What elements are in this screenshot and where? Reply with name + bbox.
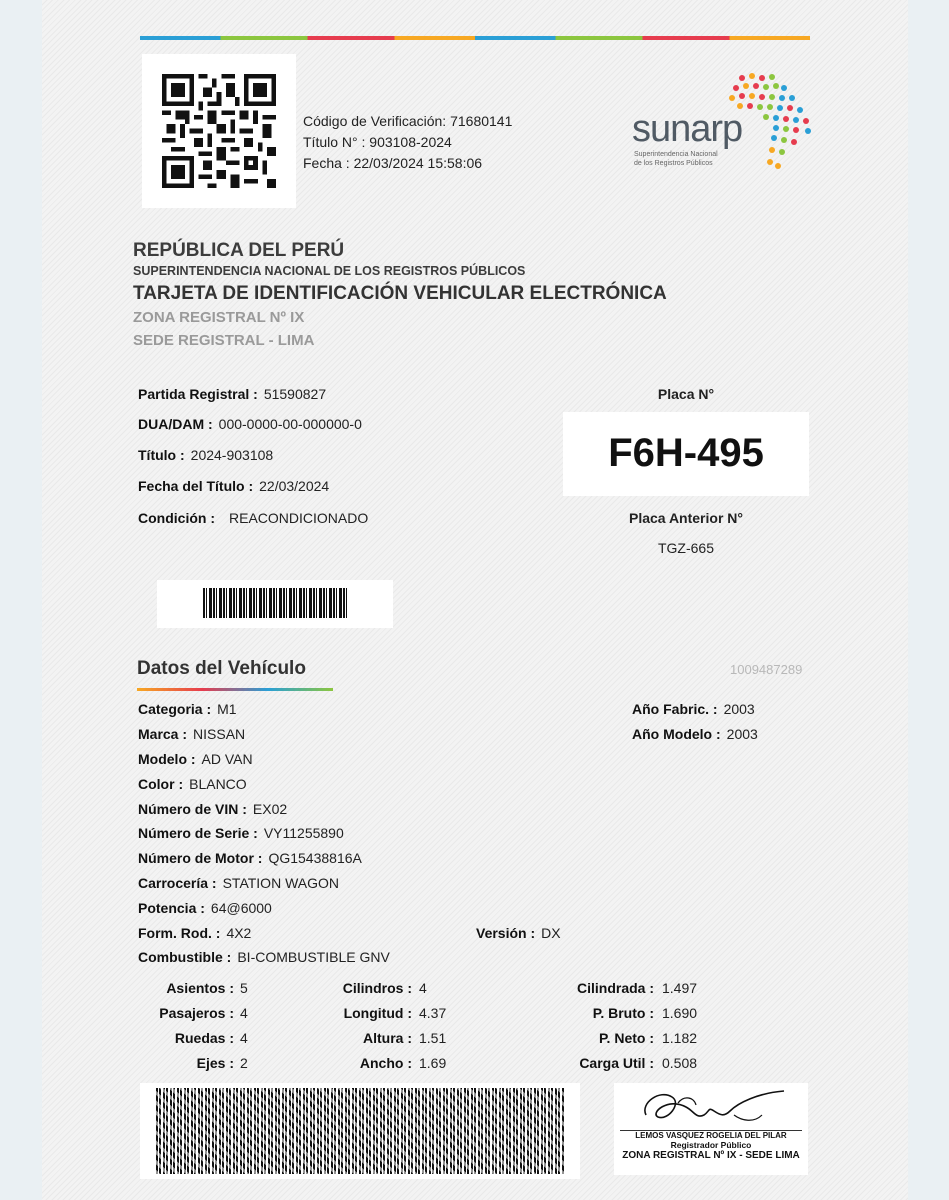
field-fecha-titulo: Fecha del Título : 22/03/2024 — [138, 478, 330, 494]
spec-carga-util-value: 0.508 — [662, 1055, 698, 1071]
qr-code-icon — [162, 74, 276, 188]
placa-value: F6H-495 — [608, 431, 764, 475]
field-modelo: Modelo : AD VAN — [138, 751, 253, 767]
spec-ruedas-value: 4 — [240, 1030, 248, 1046]
field-serie: Número de Serie : VY11255890 — [138, 825, 344, 841]
field-version: Versión : DX — [476, 925, 561, 941]
field-color: Color : BLANCO — [138, 776, 247, 792]
verification-code: Código de Verificación: 71680141 — [303, 113, 513, 129]
spec-longitud-label: Longitud : — [343, 1005, 412, 1021]
spec-ancho-value: 1.69 — [419, 1055, 447, 1071]
field-marca: Marca : NISSAN — [138, 726, 246, 742]
field-condicion: Condición : REACONDICIONADO — [138, 510, 369, 526]
spec-ejes-value: 2 — [240, 1055, 248, 1071]
spec-cilindrada-label: Cilindrada : — [576, 980, 654, 996]
spec-p-bruto-label: P. Bruto : — [592, 1005, 654, 1021]
sunarp-logo-subtitle: Superintendencia Nacional de los Registros Públicos — [634, 151, 718, 167]
signature-box — [614, 1083, 808, 1175]
spec-pasajeros-value: 4 — [240, 1005, 248, 1021]
field-carroceria: Carrocería : STATION WAGON — [138, 875, 339, 891]
heading-sede: SEDE REGISTRAL - LIMA — [133, 332, 315, 349]
barcode-small-icon — [203, 588, 347, 618]
field-form-rod: Form. Rod. : 4X2 — [138, 925, 252, 941]
field-potencia: Potencia : 64@6000 — [138, 900, 272, 916]
signature-icon — [638, 1085, 788, 1129]
top-color-bar — [140, 36, 810, 40]
spec-cilindrada-value: 1.497 — [662, 980, 698, 996]
field-categoria: Categoria : M1 — [138, 701, 237, 717]
field-vin: Número de VIN : EX02 — [138, 801, 288, 817]
spec-pasajeros-label: Pasajeros : — [159, 1005, 234, 1021]
spec-p-neto-value: 1.182 — [662, 1030, 698, 1046]
spec-cilindros-label: Cilindros : — [342, 980, 412, 996]
spec-longitud-value: 4.37 — [419, 1005, 447, 1021]
placa-anterior-value: TGZ-665 — [657, 540, 714, 556]
section-title-underline — [137, 688, 333, 691]
sunarp-logo — [628, 70, 828, 180]
spec-asientos-value: 5 — [240, 980, 248, 996]
verification-info — [303, 111, 512, 174]
verification-title-number: Título N° : 903108-2024 — [303, 134, 452, 150]
barcode-pdf417-icon — [156, 1088, 564, 1174]
field-partida: Partida Registral : 51590827 — [138, 386, 327, 402]
spec-p-neto-label: P. Neto : — [599, 1030, 654, 1046]
spec-carga-util-label: Carga Util : — [579, 1055, 654, 1071]
spec-ancho-label: Ancho : — [359, 1055, 412, 1071]
field-anio-modelo: Año Modelo : 2003 — [632, 726, 758, 742]
spec-cilindros-value: 4 — [419, 980, 427, 996]
signer-name: LEMOS VASQUEZ ROGELIA DEL PILAR — [635, 1131, 787, 1140]
sunarp-logo-text: sunarp — [632, 108, 743, 150]
document-serial: 1009487289 — [730, 662, 803, 677]
qr-code-box — [142, 54, 296, 208]
spec-altura-value: 1.51 — [419, 1030, 447, 1046]
placa-label: Placa N° — [657, 386, 715, 402]
placa-anterior-label: Placa Anterior N° — [628, 510, 743, 526]
heading-superintendencia: SUPERINTENDENCIA NACIONAL DE LOS REGISTROS PÚBLICOS — [133, 264, 526, 278]
heading-republica: REPÚBLICA DEL PERÚ — [133, 240, 345, 261]
spec-p-bruto-value: 1.690 — [662, 1005, 698, 1021]
barcode-pdf417 — [140, 1083, 580, 1179]
signer-role: Registrador Público — [670, 1140, 752, 1150]
field-combustible: Combustible : BI-COMBUSTIBLE GNV — [138, 949, 390, 965]
spec-altura-label: Altura : — [363, 1030, 412, 1046]
spec-ruedas-label: Ruedas : — [174, 1030, 234, 1046]
spec-ejes-label: Ejes : — [196, 1055, 234, 1071]
field-anio-fabric: Año Fabric. : 2003 — [632, 701, 755, 717]
heading-zona: ZONA REGISTRAL Nº IX — [133, 309, 305, 326]
signer-zone: ZONA REGISTRAL Nº IX - SEDE LIMA — [622, 1150, 800, 1161]
placa-box — [563, 412, 809, 496]
field-dua: DUA/DAM : 000-0000-00-000000-0 — [138, 416, 362, 432]
section-title-datos: Datos del Vehículo — [137, 658, 306, 679]
field-titulo: Título : 2024-903108 — [138, 447, 274, 463]
heading-tarjeta: TARJETA DE IDENTIFICACIÓN VEHICULAR ELECTRÓNICA — [133, 283, 667, 304]
spec-asientos-label: Asientos : — [166, 980, 234, 996]
verification-date: Fecha : 22/03/2024 15:58:06 — [303, 155, 483, 171]
barcode-small — [157, 580, 393, 628]
field-motor: Número de Motor : QG15438816A — [138, 850, 362, 866]
